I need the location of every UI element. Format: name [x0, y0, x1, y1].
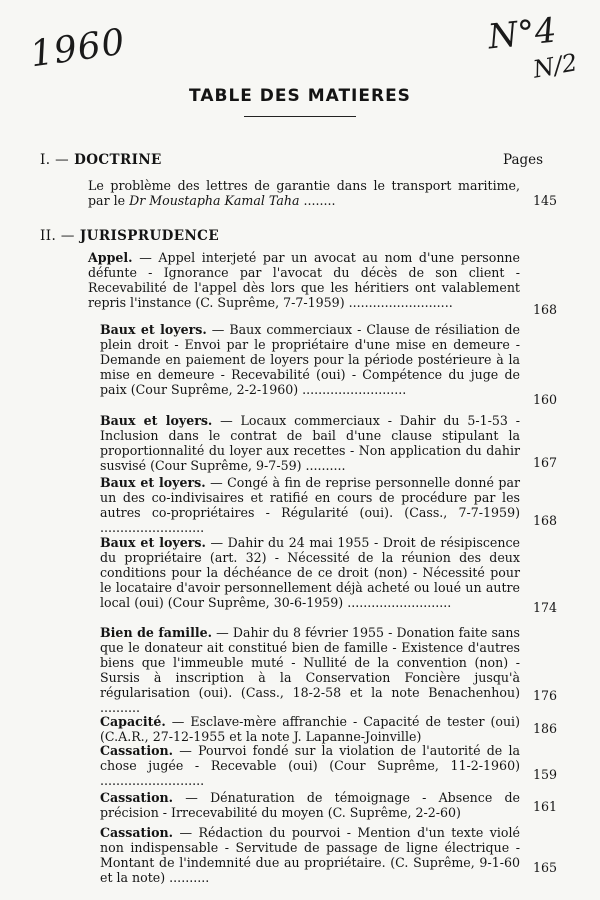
section-heading-jurisprudence: [40, 228, 219, 244]
toc-entry: [100, 322, 520, 397]
toc-entry: [100, 743, 520, 788]
entry-page-number: 167: [532, 455, 558, 470]
handwritten-year: 1960: [27, 21, 129, 76]
entry-page-number: 174: [532, 600, 558, 615]
section-number: I. —: [40, 152, 70, 168]
doctrine-entry: [88, 178, 520, 208]
entry-text: — Dahir du 8 février 1955 - Donation faite sans que le donateur ait constitué bien de famille - Existence d'autres biens que l'immeuble muté - Nullité de la convention (non) - Sursis à inscription à la Conservation Foncière jusqu'à régularisation (oui). (Cass., 18-2-58 et la note Benachenhou) ..........: [100, 625, 521, 715]
doctrine-page-number: 145: [532, 193, 558, 208]
entry-text: — Esclave-mère affranchie - Capacité de tester (oui) (C.A.R., 27-12-1955 et la note J. Lapanne-Joinville): [100, 714, 520, 744]
entry-page-number: 168: [532, 302, 558, 317]
toc-entry: [100, 790, 520, 820]
entry-text: — Dénaturation de témoignage - Absence de précision - Irrecevabilité du moyen (C. Suprême, 2-2-60): [100, 790, 520, 820]
entry-keyword: Bien de famille.: [100, 625, 213, 640]
doctrine-leader: ........: [299, 193, 336, 208]
entry-text: — Locaux commerciaux - Dahir du 5-1-53 - Inclusion dans le contrat de bail d'une clause stipulant la proportionnalité du loyer aux recettes - Non application du dahir susvisé (Cour Suprême, 9-7-59) ..........: [100, 413, 520, 473]
handwritten-issue-number: N°4: [486, 10, 559, 58]
entry-page-number: 161: [532, 799, 558, 814]
toc-entry: [88, 250, 520, 310]
entry-keyword: Baux et loyers.: [100, 475, 206, 490]
section-title: JURISPRUDENCE: [79, 228, 220, 244]
toc-entry: [100, 625, 520, 715]
entry-page-number: 168: [532, 513, 558, 528]
entry-text: — Rédaction du pourvoi - Mention d'un texte violé non indispensable - Servitude de passage de ligne électrique - Montant de l'indemnité due au propriétaire. (C. Suprême, 9-1-60 et la note) ..........: [100, 825, 520, 885]
entry-text: — Congé à fin de reprise personnelle donné par un des co-indivisaires et ratifié en cours de procédure par les autres co-propriétaires - Régularité (oui). (Cass., 7-7-1959) ..........................: [100, 475, 520, 535]
entry-keyword: Appel.: [88, 250, 133, 265]
entry-page-number: 186: [532, 721, 558, 736]
section-heading-doctrine: [40, 152, 162, 168]
doctrine-author: Dr Moustapha Kamal Taha: [129, 193, 300, 208]
handwritten-mark: N/2: [530, 48, 580, 84]
entry-text: — Pourvoi fondé sur la violation de l'autorité de la chose jugée - Recevable (oui) (Cour Suprême, 11-2-1960) ..........................: [100, 743, 520, 788]
entry-keyword: Cassation.: [100, 790, 174, 805]
toc-entry: [100, 413, 520, 473]
toc-entry: [100, 535, 520, 610]
pages-column-heading: Pages: [503, 152, 544, 168]
entry-text: — Dahir du 24 mai 1955 - Droit de résipiscence du propriétaire (art. 32) - Nécessité de la réunion des deux conditions pour la déchéance de ce droit (non) - Nécessité pour le locataire d'avoir personnellement déjà acheté ou loué un autre local (oui) (Cour Suprême, 30-6-1959) ..........................: [100, 535, 520, 610]
entry-page-number: 159: [532, 767, 558, 782]
entry-keyword: Baux et loyers.: [100, 535, 206, 550]
entry-keyword: Capacité.: [100, 714, 166, 729]
entry-page-number: 165: [532, 860, 558, 875]
entry-keyword: Baux et loyers.: [100, 413, 213, 428]
entry-text: — Baux commerciaux - Clause de résiliation de plein droit - Envoi par le propriétaire d'une mise en demeure - Demande en paiement de loyers pour la période postérieure à la mise en demeure - Recevabilité (oui) - Compétence du juge de paix (Cour Suprême, 2-2-1960) ..........................: [100, 322, 520, 397]
entry-page-number: 160: [532, 392, 558, 407]
toc-entry: [100, 475, 520, 535]
entry-keyword: Cassation.: [100, 743, 174, 758]
toc-entry: [100, 825, 520, 885]
toc-entry: [100, 714, 520, 744]
entry-keyword: Cassation.: [100, 825, 174, 840]
page-title: TABLE DES MATIERES: [189, 86, 411, 106]
title-underline: [244, 116, 356, 117]
entry-text: — Appel interjeté par un avocat au nom d'une personne défunte - Ignorance par l'avocat du décès de son client - Recevabilité de l'appel dès lors que les héritiers ont valablement repris l'instance (C. Suprême, 7-7-1959) ..........................: [88, 250, 520, 310]
section-title: DOCTRINE: [74, 152, 162, 168]
section-number: II. —: [40, 228, 75, 244]
entry-keyword: Baux et loyers.: [100, 322, 207, 337]
doctrine-text: Le problème des lettres de garantie dans le transport maritime, par le: [88, 178, 520, 208]
entry-page-number: 176: [532, 688, 558, 703]
